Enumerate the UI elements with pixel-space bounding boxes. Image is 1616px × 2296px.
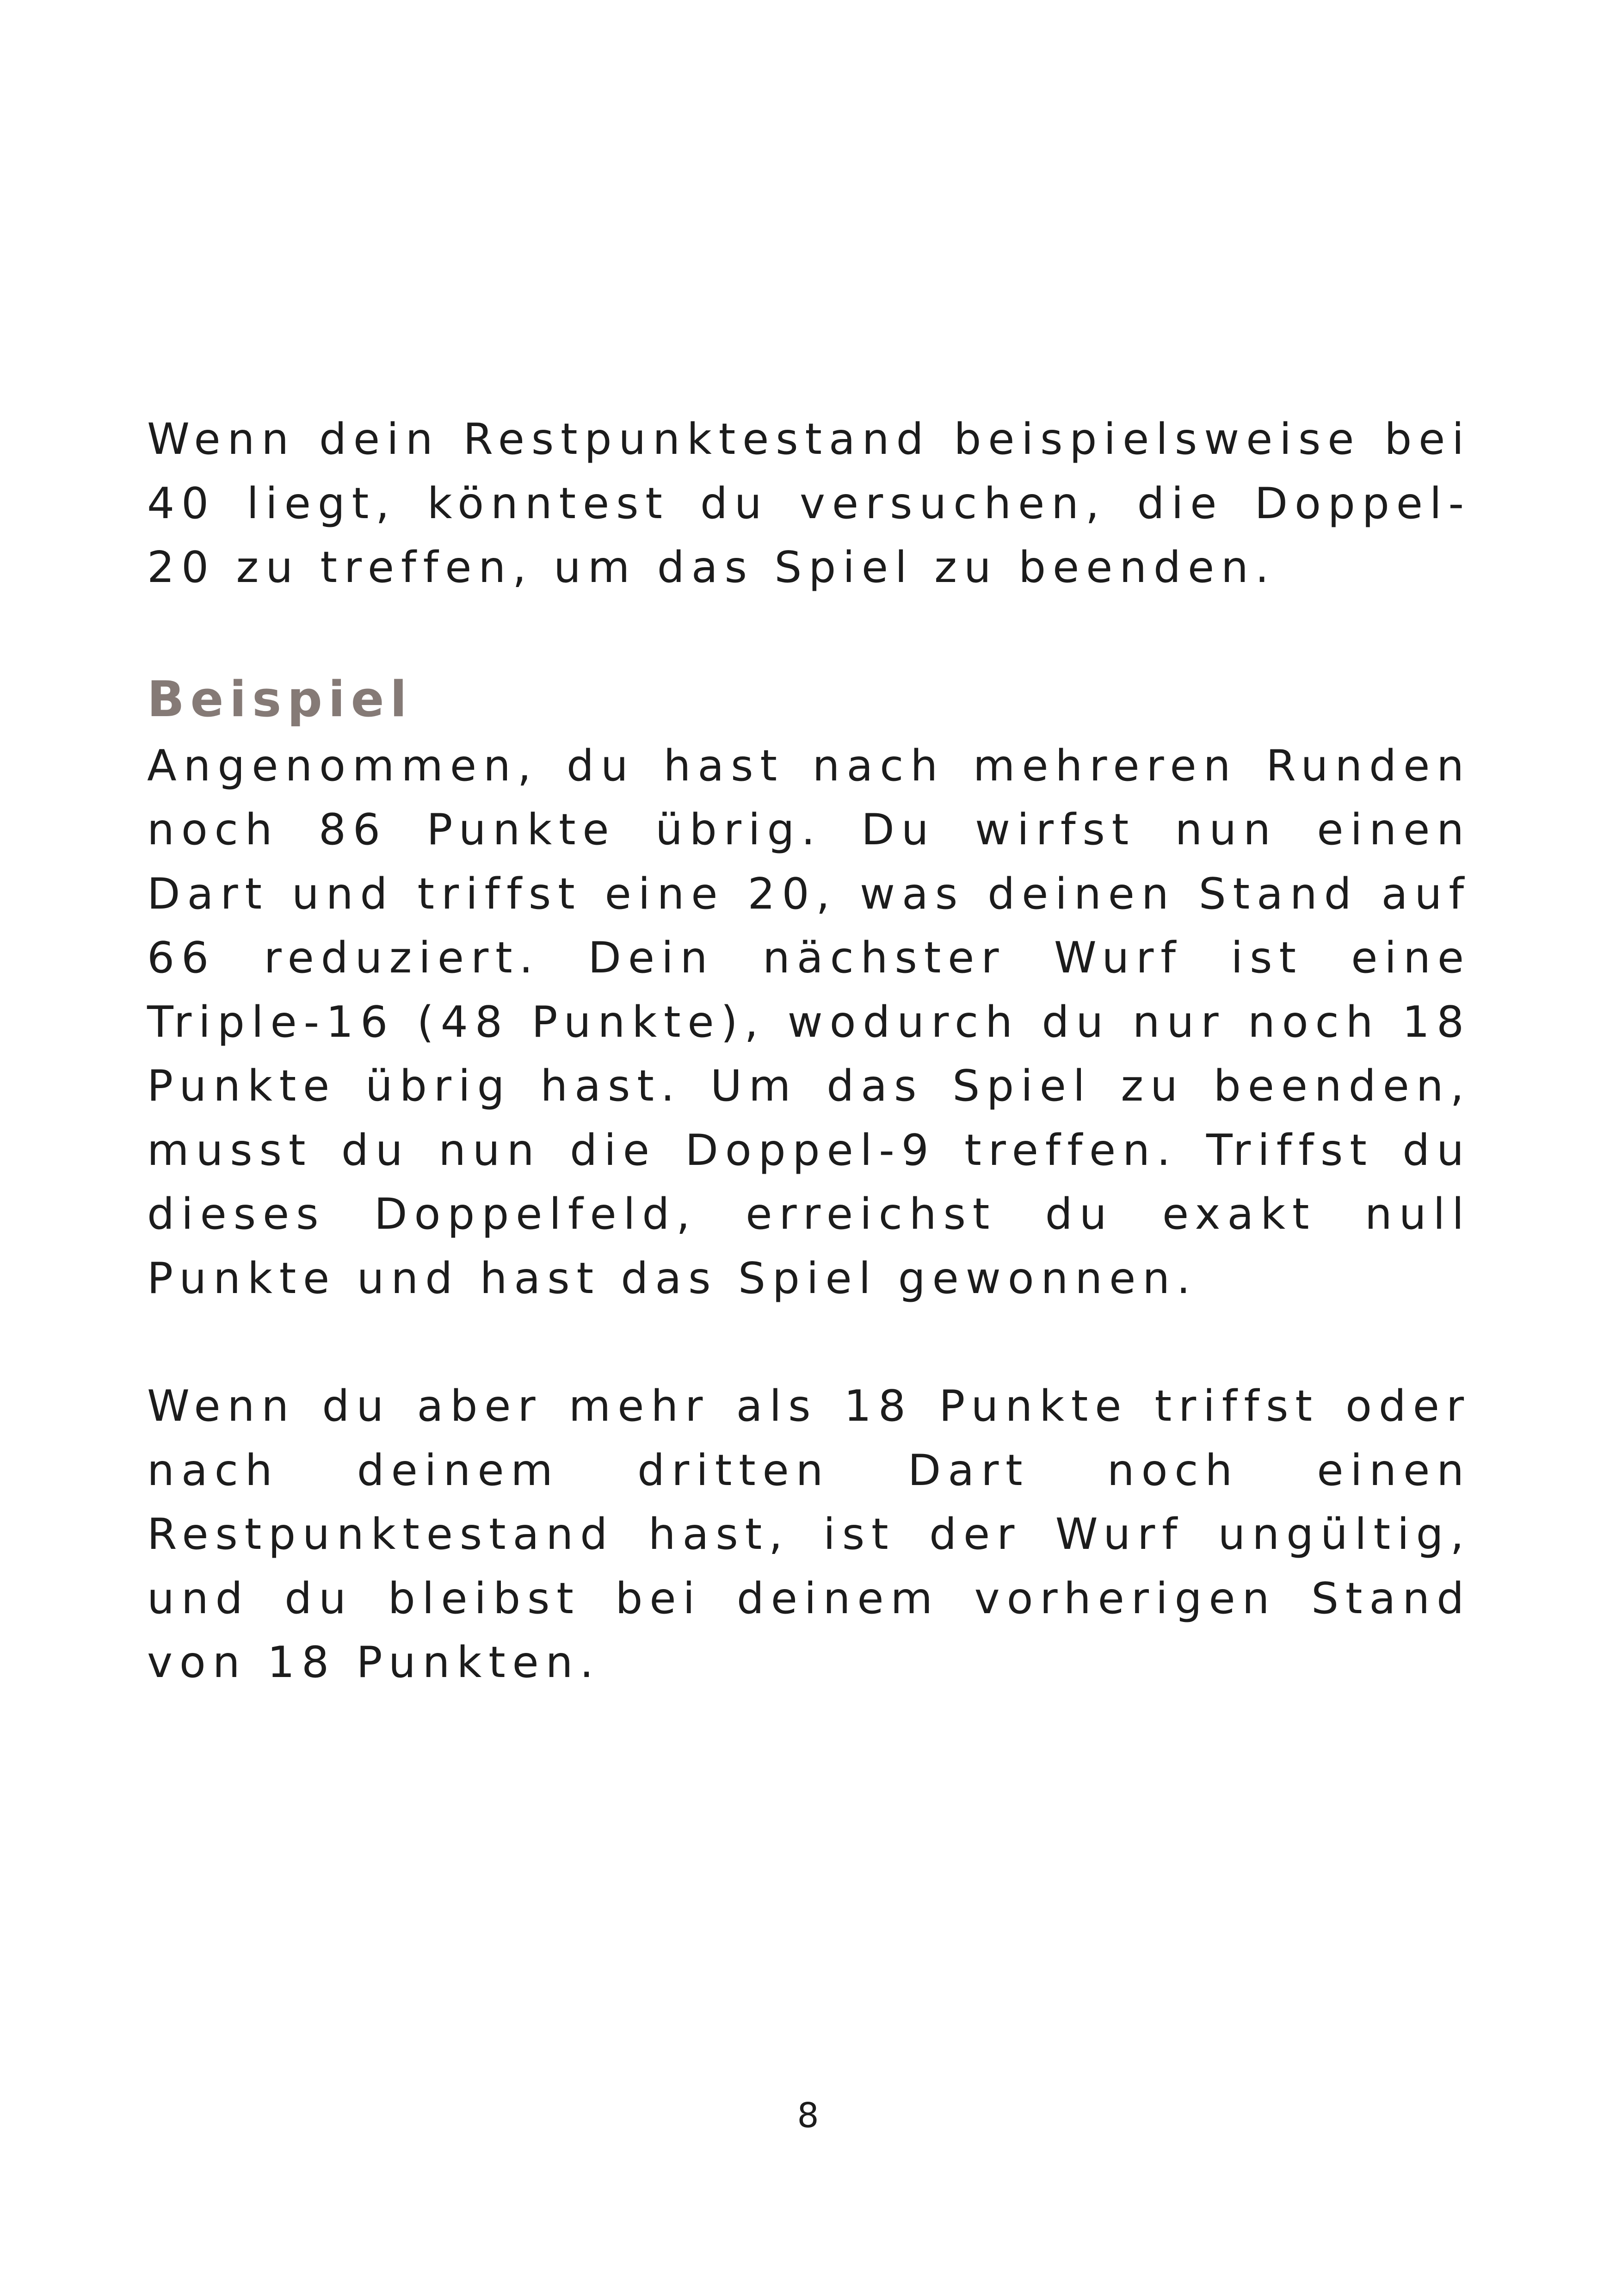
example-paragraph: Angenommen, du hast nach mehreren Runden noch 86 Punkte übrig. Du wirfst nun einen Dart und triffst eine 20, was deinen Stand auf 66 reduziert. Dein nächster Wurf ist eine Triple-16 (48 Punkte), wodurch du nur noch 18 Punkte übrig hast. Um das Spiel zu beenden, musst du nun die Doppel-9 treffen. Triffst du dieses Doppelfeld, erreichst du exakt null Punkte und hast das Spiel gewonnen. xyxy=(147,740,1471,1303)
intro-paragraph: Wenn dein Restpunktestand beispielsweise bei 40 liegt, könntest du versuchen, die Doppel-20 zu treffen, um das Spiel zu beenden. xyxy=(147,414,1471,592)
paragraph-spacer xyxy=(147,1310,1471,1374)
page-content xyxy=(147,407,1471,1695)
section-heading: Beispiel xyxy=(147,670,413,728)
page-number: 8 xyxy=(797,2096,819,2135)
closing-paragraph: Wenn du aber mehr als 18 Punkte triffst oder nach deinem dritten Dart noch einen Restpunktestand hast, ist der Wurf ungültig, und du bleibst bei deinem vorherigen Stand von 18 Punkten. xyxy=(147,1381,1471,1687)
